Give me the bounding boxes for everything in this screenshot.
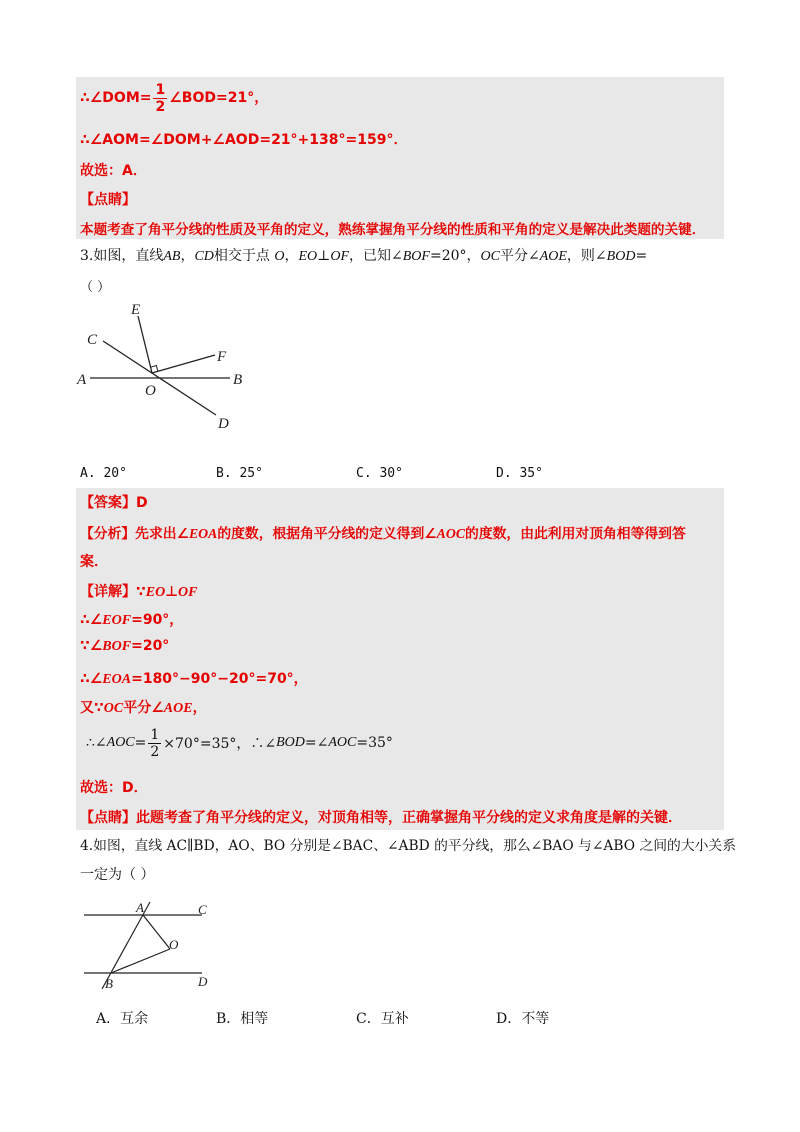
comment-line-3: 【点睛】此题考查了角平分线的定义，对顶角相等，正确掌握角平分线的定义求角度是解的关键． (80, 810, 682, 826)
option-4-b[interactable]: B．相等 (216, 1011, 269, 1027)
solution-line-dom: ∴∠DOM= $\frac{1}{2}$ ∠BOD=21°， (80, 81, 269, 115)
fraction-half: $\frac{1}{2}$ (155, 81, 166, 115)
figure-parallel-lines (78, 896, 238, 996)
label-d-4: D (198, 974, 208, 989)
label-o-4: O (169, 937, 179, 952)
comment-heading: 【点睛】 (80, 192, 136, 208)
figure-intersecting-lines (70, 298, 270, 438)
label-c-4: C (198, 902, 207, 917)
label-a-4: A (136, 900, 144, 915)
detail-line-5: 又∵OC平分∠AOE， (80, 700, 207, 716)
ray-of (152, 355, 215, 373)
bisector-bo (111, 949, 170, 973)
ray-oe (138, 316, 152, 373)
detail-line-6: ∴∠ AOC = $\frac{1}{2}$ ×70°=35°，∴∠ BOD =∠ AOC =35° (86, 726, 393, 760)
detail-line-1: 【详解】∵EO⊥OF (80, 584, 198, 600)
detail-line-4: ∴∠EOA=180°−90°−20°=70°， (80, 671, 308, 687)
analysis-line-2: 案． (80, 554, 108, 570)
question-3-paren: （ ） (80, 280, 111, 295)
analysis-line: 【分析】先求出∠EOA的度数，根据角平分线的定义得到∠AOC的度数，由此利用对顶角相等得到答 (80, 526, 686, 542)
question-4-paren: 一定为（ ） (80, 867, 155, 883)
answer-line: 【答案】D (80, 495, 148, 511)
detail-line-3: ∵∠BOF=20° (80, 638, 170, 654)
label-o: O (145, 383, 156, 399)
choose-d: 故选：D． (80, 780, 148, 796)
label-d: D (218, 416, 229, 432)
option-4-c[interactable]: C．互补 (356, 1011, 409, 1027)
solution-line-aom: ∴∠AOM=∠DOM+∠AOD=21°+138°=159°． (80, 132, 408, 148)
comment-text: 本题考查了角平分线的性质及平角的定义，熟练掌握角平分线的性质和平角的定义是解决此类题的关键． (80, 222, 706, 238)
option-4-d[interactable]: D．不等 (496, 1011, 550, 1027)
solution-choice-a: 故选：A． (80, 163, 147, 179)
label-a: A (77, 372, 87, 388)
label-f: F (217, 349, 227, 365)
label-e: E (131, 302, 141, 318)
option-4-a[interactable]: A．互余 (96, 1011, 149, 1027)
fraction-half-2: $\frac{1}{2}$ (150, 726, 160, 760)
question-3-stem: 3.如图，直线AB，CD相交于点 O，EO⊥OF，已知∠BOF=20°，OC平分∠AOE，则∠BOD= (80, 248, 648, 264)
option-3-b[interactable]: B. 25° (216, 466, 263, 481)
option-3-c[interactable]: C. 30° (356, 466, 403, 481)
option-3-a[interactable]: A. 20° (80, 466, 127, 481)
bisector-ao (143, 915, 170, 949)
question-4-stem: 4.如图，直线 AC∥BD，AO、BO 分别是∠BAC、∠ABD 的平分线，那么∠BAO 与∠ABO 之间的大小关系 (80, 838, 737, 854)
label-b-4: B (105, 976, 113, 991)
label-c: C (87, 332, 98, 348)
option-3-d[interactable]: D. 35° (496, 466, 543, 481)
label-b: B (233, 372, 243, 388)
detail-line-2: ∴∠EOF=90°， (80, 612, 184, 628)
